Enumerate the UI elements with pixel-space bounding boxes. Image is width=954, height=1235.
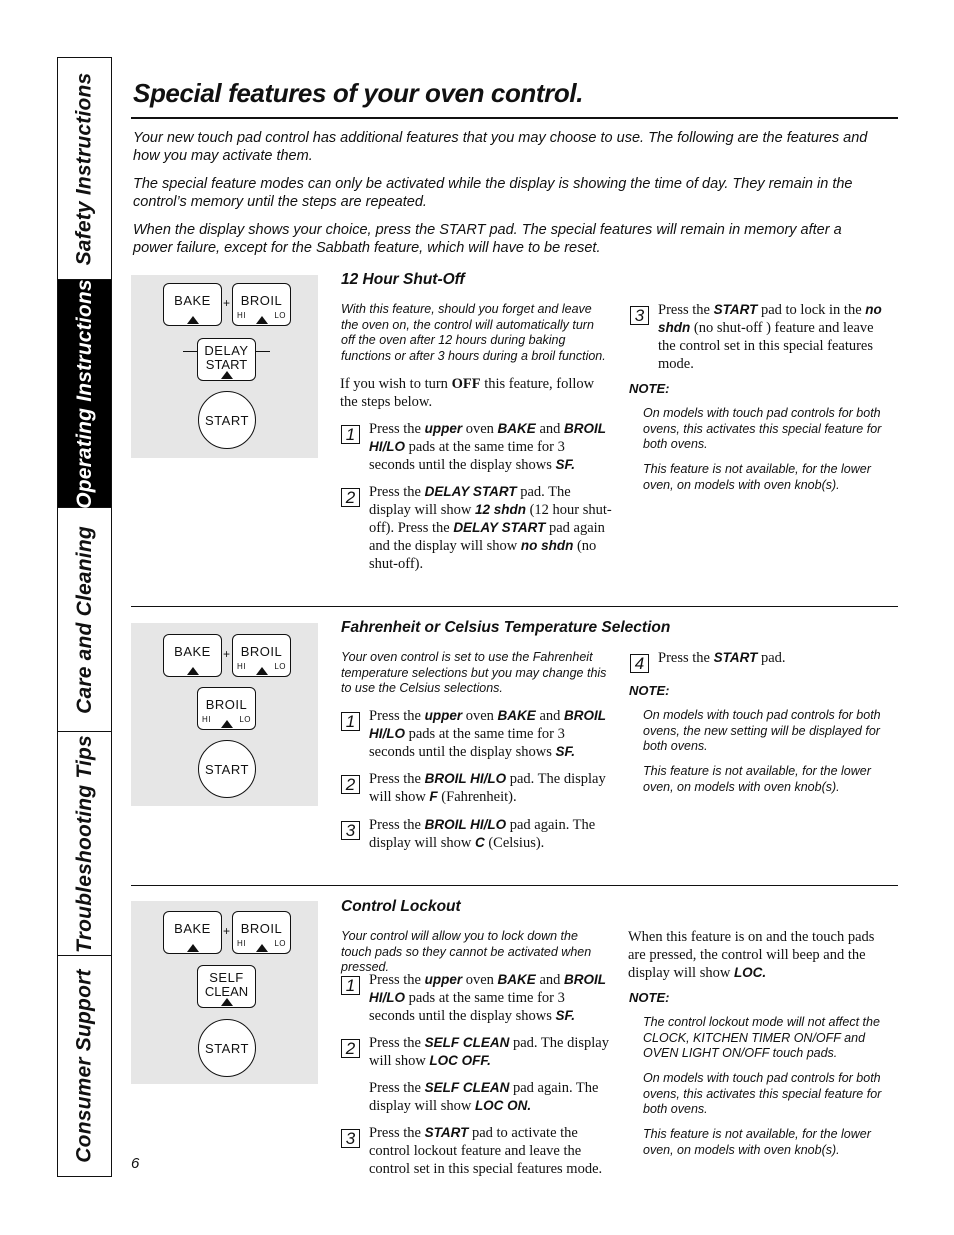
intro-text	[133, 129, 873, 267]
pad-sub-label: HI	[237, 939, 246, 948]
section-intro: Your oven control is set to use the Fahrenheit temperature selections but you may change this to use the Celsius selections.	[341, 650, 607, 695]
tab-operating-instructions[interactable]	[58, 280, 111, 508]
pad-sub-label: LO	[274, 662, 286, 671]
pad-label: BAKE	[174, 921, 211, 936]
step-number: 1	[341, 976, 360, 995]
broil-pad	[232, 634, 291, 677]
plus-sign: +	[223, 647, 231, 661]
start-button-graphic: START	[198, 391, 256, 449]
tab-label: Safety Instructions	[72, 72, 96, 265]
side-tab-column	[57, 57, 112, 1177]
pad-label: BAKE	[174, 293, 211, 308]
section-title: Control Lockout	[341, 898, 461, 915]
step-text: Press the START pad to lock in the no shdn (no shut-off ) feature and leave the control set in this special features mode.	[658, 302, 882, 372]
step-text: Press the SELF CLEAN pad. The display will show LOC OFF.	[369, 1035, 609, 1069]
pad-label: START	[205, 357, 248, 372]
section-body: If you wish to turn OFF this feature, follow the steps below.	[340, 376, 595, 410]
bake-pad	[163, 283, 222, 326]
step-number: 2	[341, 1039, 360, 1058]
section-title: 12 Hour Shut-Off	[341, 271, 465, 288]
pad-sub-label: HI	[202, 715, 211, 724]
step-text: Press the BROIL HI/LO pad again. The display will show C (Celsius).	[369, 817, 596, 851]
triangle-icon	[221, 998, 233, 1006]
plus-sign: +	[223, 924, 231, 938]
pad-label: BROIL	[240, 921, 283, 936]
step-text: Press the SELF CLEAN pad again. The display will show LOC ON.	[369, 1080, 599, 1114]
section-intro: Your control will allow you to lock down the touch pads so they cannot be activated when pressed.	[341, 929, 592, 974]
plus-sign: +	[223, 296, 231, 310]
divider-line	[256, 351, 270, 352]
pad-sub-label: HI	[237, 311, 246, 320]
tab-safety-instructions[interactable]	[58, 58, 111, 280]
title-rule	[131, 117, 898, 119]
pad-label: SELF	[209, 970, 244, 985]
bake-pad	[163, 911, 222, 954]
note-label: NOTE:	[629, 683, 670, 698]
note-label: NOTE:	[629, 990, 670, 1005]
step-text: Press the upper oven BAKE and BROIL HI/LO pads at the same time for 3 seconds until the display shows SF.	[369, 421, 606, 473]
start-button-graphic: START	[198, 1019, 256, 1077]
triangle-icon	[256, 316, 268, 324]
note-text: On models with touch pad controls for both ovens, this activates this special feature for both ovens.	[643, 406, 882, 451]
broil-pad	[232, 911, 291, 954]
section-divider	[131, 885, 898, 886]
start-button-graphic: START	[198, 740, 256, 798]
pad-sub-label: LO	[274, 939, 286, 948]
note-text: This feature is not available, for the lower oven, on models with oven knob(s).	[643, 764, 871, 794]
note-label: NOTE:	[629, 381, 670, 396]
broil-hi-lo-pad	[197, 687, 256, 730]
pad-label: DELAY	[204, 343, 249, 358]
pad-label: BROIL	[205, 697, 248, 712]
step-number: 3	[341, 821, 360, 840]
triangle-icon	[256, 944, 268, 952]
keypad-illustration-shutoff	[131, 275, 318, 458]
step-number: 2	[341, 488, 360, 507]
step-number: 3	[341, 1129, 360, 1148]
tab-troubleshooting-tips[interactable]	[58, 732, 111, 956]
tab-care-and-cleaning[interactable]	[58, 508, 111, 732]
note-text: On models with touch pad controls for both ovens, this activates this special feature for both ovens.	[643, 1071, 882, 1116]
step-number: 4	[630, 654, 649, 673]
tab-label: Consumer Support	[72, 969, 96, 1163]
pad-label: BROIL	[240, 644, 283, 659]
intro-paragraph: The special feature modes can only be activated while the display is showing the time of day. They remain in the control’s memory until the steps are repeated.	[133, 176, 853, 210]
intro-paragraph: Your new touch pad control has additional features that you may choose to use. The following are the features and how you may activate them.	[133, 130, 868, 164]
tab-label: Operating Instructions	[72, 278, 96, 509]
pad-sub-label: HI	[237, 662, 246, 671]
triangle-icon	[187, 316, 199, 324]
section-intro: With this feature, should you forget and leave the oven on, the control will automatically turn off the oven after 12 hours during baking functions or after 3 hours during a broil function.	[341, 302, 606, 363]
intro-paragraph: When the display shows your choice, press the START pad. The special features will remain in memory after a power failure, except for the Sabbath feature, which will have to be reset.	[133, 222, 842, 256]
step-number: 2	[341, 775, 360, 794]
pad-sub-label: LO	[239, 715, 251, 724]
section-body: When this feature is on and the touch pads are pressed, the control will beep and the display will show LOC.	[628, 929, 875, 981]
step-text: Press the START pad.	[658, 650, 786, 666]
broil-pad	[232, 283, 291, 326]
keypad-illustration-lockout	[131, 901, 318, 1084]
page-title: Special features of your oven control.	[133, 78, 584, 108]
note-text: The control lockout mode will not affect the CLOCK, KITCHEN TIMER ON/OFF and OVEN LIGHT ON/OFF touch pads.	[643, 1015, 880, 1060]
step-text: Press the BROIL HI/LO pad. The display will show F (Fahrenheit).	[369, 771, 606, 805]
note-text: On models with touch pad controls for both ovens, the new setting will be displayed for both ovens.	[643, 708, 881, 753]
step-text: Press the DELAY START pad. The display will show 12 shdn (12 hour shut-off). Press the DELAY START pad again and the display will show no shdn (no shut-off).	[369, 484, 612, 572]
step-text: Press the upper oven BAKE and BROIL HI/LO pads at the same time for 3 seconds until the display shows SF.	[369, 708, 606, 760]
triangle-icon	[187, 667, 199, 675]
step-number: 3	[630, 306, 649, 325]
delay-start-pad	[197, 338, 256, 381]
step-number: 1	[341, 712, 360, 731]
triangle-icon	[187, 944, 199, 952]
pad-label: BROIL	[240, 293, 283, 308]
self-clean-pad	[197, 965, 256, 1008]
triangle-icon	[256, 667, 268, 675]
tab-consumer-support[interactable]	[58, 956, 111, 1176]
note-text: This feature is not available, for the lower oven, on models with oven knob(s).	[643, 462, 871, 492]
note-text: This feature is not available, for the lower oven, on models with oven knob(s).	[643, 1127, 871, 1157]
step-number: 1	[341, 425, 360, 444]
step-text: Press the START pad to activate the control lockout feature and leave the control set in this special features mode.	[369, 1125, 603, 1177]
page-number: 6	[131, 1155, 140, 1172]
pad-label: CLEAN	[204, 984, 249, 999]
pad-sub-label: LO	[274, 311, 286, 320]
tab-label: Troubleshooting Tips	[72, 734, 96, 953]
triangle-icon	[221, 371, 233, 379]
section-divider	[131, 606, 898, 607]
keypad-illustration-temp	[131, 623, 318, 806]
pad-label: BAKE	[174, 644, 211, 659]
bake-pad	[163, 634, 222, 677]
triangle-icon	[221, 720, 233, 728]
divider-line	[183, 351, 197, 352]
tab-label: Care and Cleaning	[72, 525, 96, 714]
section-title: Fahrenheit or Celsius Temperature Selection	[341, 619, 671, 636]
step-text: Press the upper oven BAKE and BROIL HI/LO pads at the same time for 3 seconds until the display shows SF.	[369, 972, 606, 1024]
